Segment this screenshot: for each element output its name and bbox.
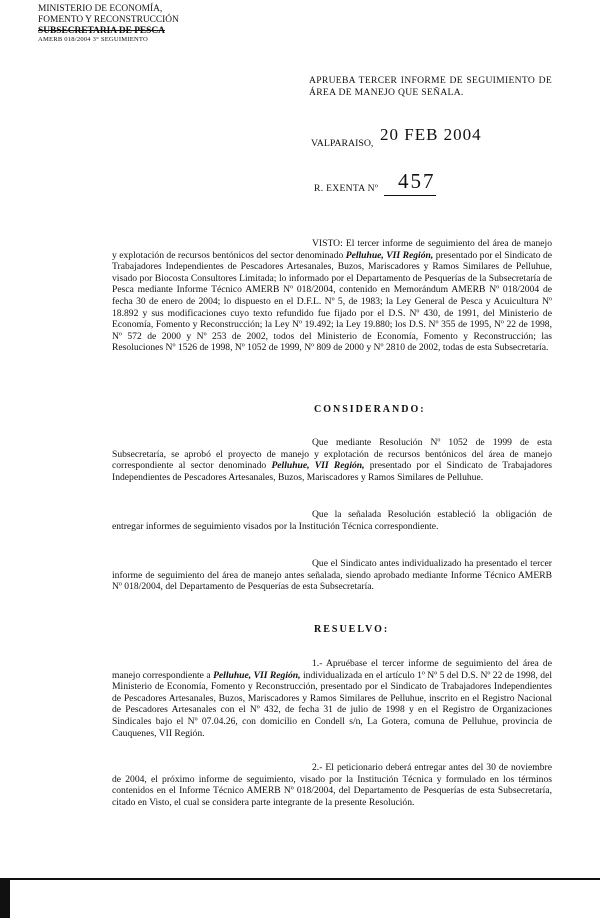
place-label: VALPARAISO, [311, 138, 374, 149]
considerando-paragraph-1 [112, 437, 552, 483]
considerando-1-text-b: presentado por el Sindicato de Trabajadores Independientes de Pescadores Artesanales, Buzos, Mariscadores y Ramos Similares de Pelluhue. [112, 460, 552, 483]
resuelvo-1-sector: Pelluhue, VII Región, [213, 669, 301, 681]
resuelvo-2-text: 2.- El peticionario deberá entregar antes del 30 de noviembre de 2004, el próximo informe de seguimiento, visado por la Institución Técnica y formulado en los términos contenidos en el Informe Técnico AMERB Nº 018/2004, del Departamento de Pesquerías de esta Subsecretaría, citado en Visto, el cual se considera parte integrante de la presente Resolución. [112, 762, 552, 808]
document-subject: APRUEBA TERCER INFORME DE SEGUIMIENTO DE ÁREA DE MANEJO QUE SEÑALA. [309, 75, 552, 98]
ministry-header [38, 4, 228, 44]
resuelvo-heading: RESUELVO: [314, 624, 390, 635]
subsecretaria-line: SUBSECRETARIA DE PESCA [38, 25, 165, 36]
ministry-line-1: MINISTERIO DE ECONOMÍA, [38, 4, 163, 14]
resuelvo-1-text-a: 1.- Apruébase el tercer informe de seguimiento del área de manejo correspondiente a [112, 658, 552, 681]
considerando-1-text-a: Que mediante Resolución Nº 1052 de 1999 de esta Subsecretaría, se aprobó el proyecto de manejo y explotación de recursos bentónicos del área de manejo correspondiente al sector denominado [112, 437, 552, 472]
considerando-1-sector: Pelluhue, VII Región, [271, 460, 365, 472]
scan-edge-line [0, 878, 600, 880]
considerando-2-text: Que la señalada Resolución estableció la obligación de entregar informes de seguimiento visados por la Institución Técnica correspondiente. [112, 509, 552, 532]
visto-lead: VISTO: [312, 238, 343, 249]
resuelvo-paragraph-2 [112, 762, 552, 808]
resolution-label: R. EXENTA Nº [314, 183, 379, 194]
visto-sector: Pelluhue, VII Región, [345, 249, 434, 261]
scan-edge-left [0, 880, 10, 918]
visto-text: El tercer informe de seguimiento del área de manejo y explotación de recursos bentónicos del sector denominado [112, 238, 552, 261]
resolution-underline [384, 195, 436, 196]
reference-line: AMERB 018/2004 3° SEGUIMIENTO [38, 36, 148, 44]
considerando-heading: CONSIDERANDO: [314, 404, 426, 415]
resuelvo-1-text-b: individualizada en el artículo 1º Nº 5 del D.S. Nº 22 de 1998, del Ministerio de Economía, Fomento y Reconstrucción, presentado por el Sindicato de Trabajadores Independientes de Pescadores Artesanales, Buzos, Mariscadores y Ramos Similares de Pelluhue, inscrito en el Registro Nacional de Pescadores Artesanales con el Nº 432, de fecha 31 de julio de 1998 y en el Registro de Organizaciones Sindicales bajo el Nº 07.04.26, con domicilio en Condell s/n, La Gotera, comuna de Pelluhue, provincia de Cauquenes, VII Región. [112, 669, 553, 739]
considerando-paragraph-2 [112, 509, 552, 532]
resuelvo-paragraph-1 [112, 658, 552, 739]
considerando-3-text: Que el Sindicato antes individualizado ha presentado el tercer informe de seguimiento del área de manejo antes señalada, siendo aprobado mediante Informe Técnico AMERB Nº 018/2004, del Departamento de Pesquerías de esta Subsecretaría. [112, 558, 552, 593]
visto-paragraph [112, 238, 552, 354]
considerando-paragraph-3 [112, 558, 552, 593]
ministry-line-2: FOMENTO Y RECONSTRUCCIÓN [38, 14, 179, 25]
visto-text-2: presentado por el Sindicato de Trabajadores Independientes de Pescadores Artesanales, Buzos, Mariscadores y Ramos Similares de Pelluhue, visado por Biocosta Consultores Limitada; lo informado por el Departamento de Pesquerías de la Subsecretaría de Pesca mediante Informe Técnico AMERB Nº 018/2004, contenido en Memorándum AMERB Nº 018/2004 de fecha 30 de enero de 2004; lo dispuesto en el D.F.L. Nº 5, de 1983; la Ley General de Pesca y Acuicultura Nº 18.892 y sus modificaciones cuyo texto refundido fue fijado por el D.S. Nº 430, de 1991, del Ministerio de Economía, Fomento y Reconstrucción; la Ley Nº 19.492; la Ley 19.880; los D.S. Nº 355 de 1995, Nº 22 de 1998, Nº 572 de 2000 y Nº 253 de 2002, todos del Ministerio de Economía, Fomento y Reconstrucción; las Resoluciones Nº 1526 de 1998, Nº 1052 de 1999, Nº 809 de 2000 y Nº 2810 de 2002, todas de esta Subsecretaría. [112, 249, 553, 354]
date-stamp: 20 FEB 2004 [380, 125, 482, 144]
resolution-number: 457 [398, 169, 436, 193]
